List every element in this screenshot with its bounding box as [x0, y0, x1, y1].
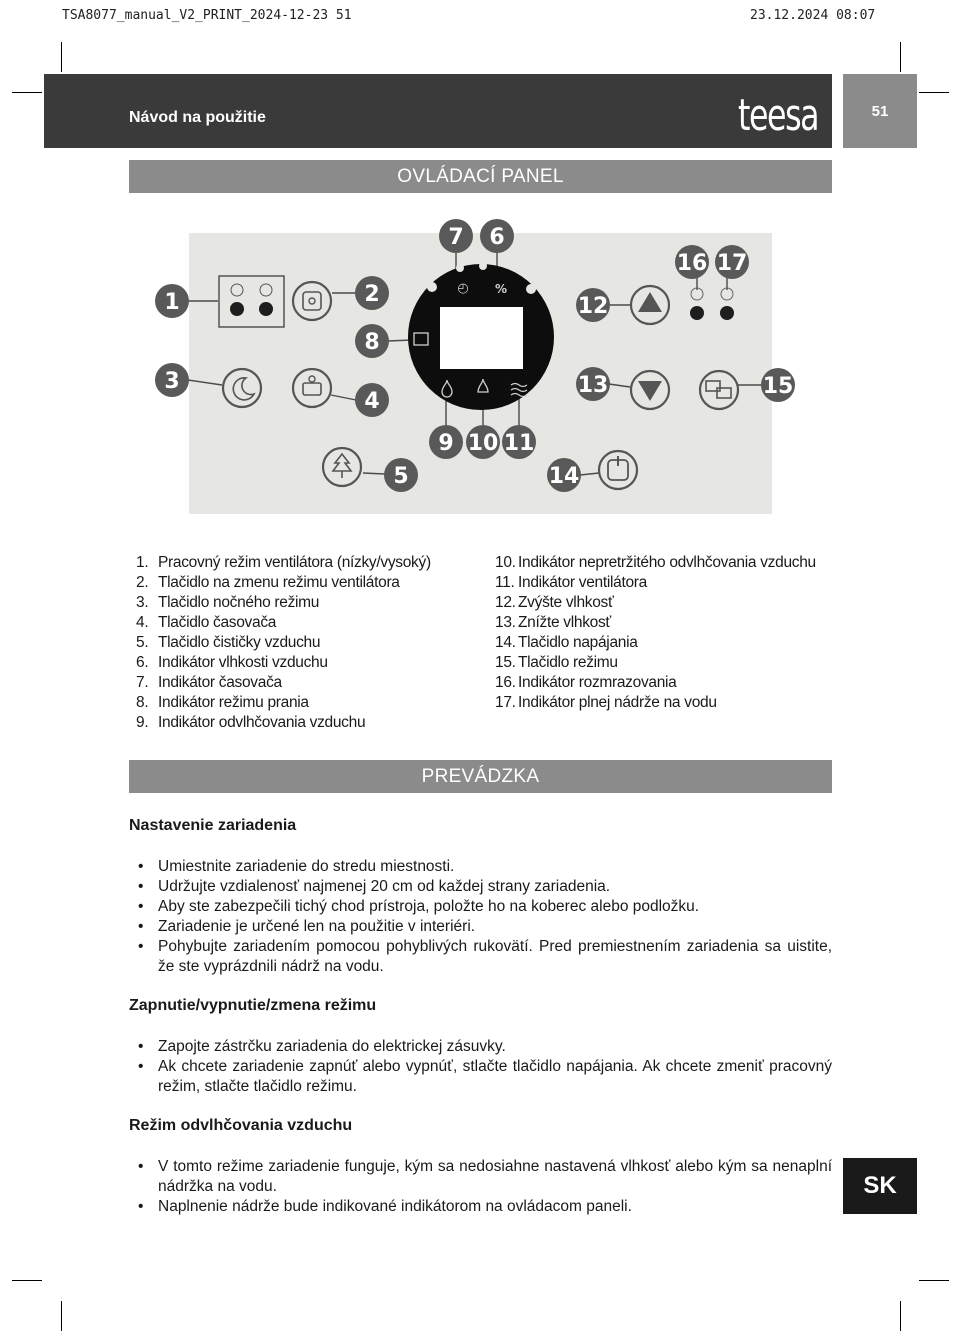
svg-text:14: 14 — [548, 464, 580, 489]
svg-text:3: 3 — [164, 369, 180, 394]
callout-badge-11 — [502, 425, 536, 459]
led-dot — [230, 302, 244, 316]
svg-text:11: 11 — [503, 431, 535, 456]
callout-badge-12 — [576, 288, 610, 322]
legend-item: 7. Indikátor časovača — [136, 674, 282, 691]
crop-mark — [919, 1280, 949, 1281]
bullet-item: • Ak chcete zariadenie zapnúť alebo vypnúť, stlačte tlačidlo napájania. Ak chcete zmeniť pracovný režim, stlačte tlačidlo režimu. — [138, 1058, 832, 1095]
legend-list-left — [136, 553, 431, 733]
svg-text:16: 16 — [676, 251, 708, 276]
central-display — [408, 262, 554, 410]
callout-badge-16 — [675, 245, 709, 279]
legend-list-right — [495, 553, 816, 713]
svg-text:4: 4 — [364, 389, 380, 414]
crop-mark — [12, 1280, 42, 1281]
led-dot — [720, 306, 734, 320]
svg-text:9: 9 — [438, 431, 454, 456]
led-dot — [690, 306, 704, 320]
legend-item: 10. Indikátor nepretržitého odvlhčovania vzduchu — [495, 554, 816, 571]
subsection-title: Nastavenie zariadenia — [129, 817, 297, 834]
legend-item: 5. Tlačidlo čističky vzduchu — [136, 634, 321, 651]
svg-text:2: 2 — [364, 282, 380, 307]
humidity-indicator-icon: % — [494, 282, 508, 296]
svg-text:6: 6 — [489, 225, 505, 250]
callout-badge-1 — [155, 284, 189, 318]
legend-item: 6. Indikátor vlhkosti vzduchu — [136, 654, 328, 671]
bullet-list — [138, 857, 832, 977]
svg-text:5: 5 — [393, 464, 409, 489]
legend-item: 4. Tlačidlo časovača — [136, 614, 277, 631]
legend-item: 9. Indikátor odvlhčovania vzduchu — [136, 714, 366, 731]
svg-text:17: 17 — [716, 251, 748, 276]
callout-badge-6 — [480, 219, 514, 253]
page-number: 51 — [843, 74, 917, 148]
bullet-item: • Udržujte vzdialenosť najmenej 20 cm od každej strany zariadenia. — [138, 878, 611, 895]
legend-item: 17. Indikátor plnej nádrže na vodu — [495, 694, 717, 711]
legend-item: 1. Pracovný režim ventilátora (nízky/vysoký) — [136, 554, 431, 571]
legend-item: 3. Tlačidlo nočného režimu — [136, 594, 320, 611]
callout-badge-13 — [576, 367, 610, 401]
svg-text:13: 13 — [577, 373, 609, 398]
svg-text:15: 15 — [762, 374, 794, 399]
legend-item: 2. Tlačidlo na zmenu režimu ventilátora — [136, 574, 400, 591]
callout-badge-7 — [439, 219, 473, 253]
bullet-item: • Umiestnite zariadenie do stredu miestnosti. — [138, 858, 455, 875]
bullet-list — [138, 1037, 832, 1097]
svg-text:7: 7 — [448, 225, 464, 250]
callout-badge-4 — [355, 383, 389, 417]
legend-item: 13. Znížte vlhkosť — [495, 614, 611, 631]
timer-indicator-icon: ◴ — [457, 281, 469, 296]
crop-mark — [61, 1301, 62, 1331]
legend-item: 14. Tlačidlo napájania — [495, 634, 638, 651]
legend-item: 16. Indikátor rozmrazovania — [495, 674, 677, 691]
bullet-list — [138, 1157, 832, 1217]
callout-badge-17 — [715, 245, 749, 279]
callout-badge-3 — [155, 363, 189, 397]
bullet-item: • Aby ste zabezpečili tichý chod prístroja, položte ho na koberec alebo podložku. — [138, 898, 700, 915]
control-panel-diagram — [164, 225, 794, 514]
crop-mark — [900, 1301, 901, 1331]
callout-badge-10 — [466, 425, 500, 459]
display-screen — [440, 307, 523, 369]
page-header-title: Návod na použitie — [129, 109, 266, 126]
led-dot — [259, 302, 273, 316]
print-datetime: 23.12.2024 08:07 — [750, 8, 876, 23]
crop-mark — [12, 92, 42, 93]
svg-text:12: 12 — [577, 294, 609, 319]
section-heading-operation: PREVÁDZKA — [129, 760, 832, 793]
crop-mark — [61, 42, 62, 72]
svg-text:10: 10 — [467, 431, 499, 456]
svg-text:1: 1 — [164, 290, 180, 315]
print-filename: TSA8077_manual_V2_PRINT_2024-12-23 51 — [62, 8, 352, 23]
callout-badge-9 — [429, 425, 463, 459]
bullet-item: • V tomto režime zariadenie funguje, kým sa nedosiahne nastavená vlhkosť alebo kým sa nenaplní nádržka na vodu. — [138, 1158, 832, 1195]
crop-mark — [919, 92, 949, 93]
crop-mark — [900, 42, 901, 72]
svg-text:8: 8 — [364, 330, 380, 355]
legend-item: 12. Zvýšte vlhkosť — [495, 594, 614, 611]
bullet-item: • Pohybujte zariadením pomocou pohyblivých rukovätí. Pred premiestnením zariadenia sa uistite, že ste vyprázdnili nádrž na vodu. — [138, 938, 832, 975]
callout-badge-2 — [355, 276, 389, 310]
legend-item: 15. Tlačidlo režimu — [495, 654, 618, 671]
callout-badge-14 — [547, 458, 581, 492]
bullet-item: • Zariadenie je určené len na použitie v interiéri. — [138, 918, 476, 935]
legend-item: 11. Indikátor ventilátora — [495, 574, 647, 591]
subsection-title: Zapnutie/vypnutie/zmena režimu — [129, 997, 377, 1014]
callout-badge-15 — [761, 368, 795, 402]
bullet-item: • Naplnenie nádrže bude indikované indikátorom na ovládacom paneli. — [138, 1198, 632, 1215]
language-tab: SK — [843, 1158, 917, 1214]
bullet-item: • Zapojte zástrčku zariadenia do elektrickej zásuvky. — [138, 1038, 506, 1055]
section-heading-control-panel: OVLÁDACÍ PANEL — [129, 160, 832, 193]
brand-logo: teesa — [738, 90, 819, 141]
subsection-title: Režim odvlhčovania vzduchu — [129, 1117, 353, 1134]
legend-item: 8. Indikátor režimu prania — [136, 694, 309, 711]
callout-badge-5 — [384, 458, 418, 492]
callout-badge-8 — [355, 324, 389, 358]
